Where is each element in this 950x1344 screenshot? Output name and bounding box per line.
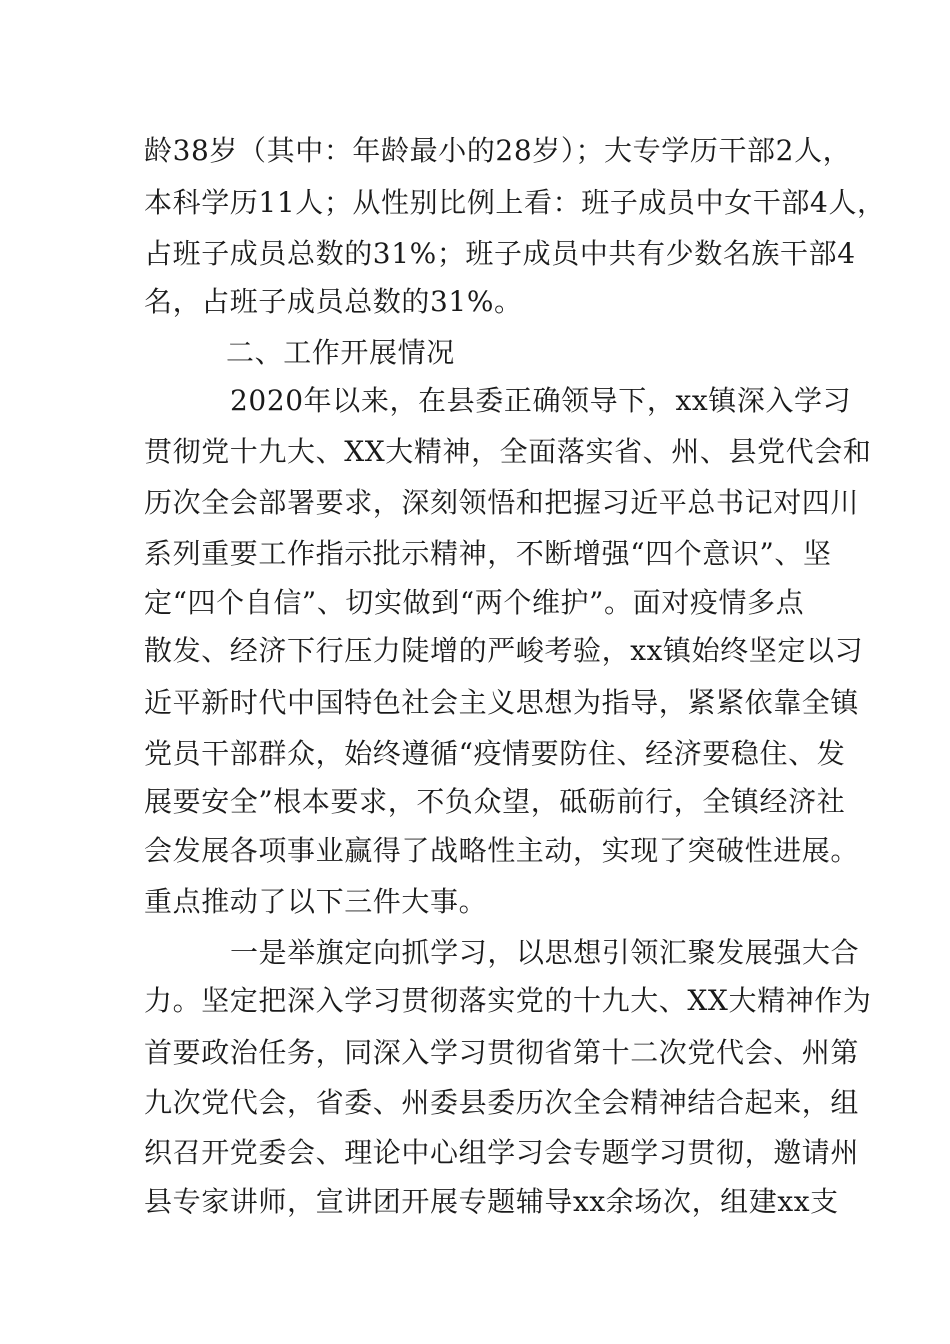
text-line: 一是举旗定向抓学习，以思想引领汇聚发展强大合 <box>230 936 860 969</box>
text-line: 贯彻党十九大、XX大精神，全面落实省、州、县党代会和 <box>144 435 872 468</box>
text-line: 龄38岁（其中：年龄最小的28岁）；大专学历干部2人， <box>144 134 852 167</box>
text-line: 党员干部群众，始终遵循“疫情要防住、经济要稳住、发 <box>144 737 846 770</box>
text-line: 系列重要工作指示批示精神，不断增强“四个意识”、坚 <box>144 537 832 570</box>
text-line: 力。坚定把深入学习贯彻落实党的十九大、XX大精神作为 <box>144 984 872 1017</box>
text-line: 本科学历11人；从性别比例上看：班子成员中女干部4人， <box>144 186 886 219</box>
text-line: 2020年以来，在县委正确领导下，xx镇深入学习 <box>230 384 852 417</box>
text-line: 展要安全”根本要求，不负众望，砥砺前行，全镇经济社 <box>144 785 846 818</box>
text-line: 占班子成员总数的31%；班子成员中共有少数名族干部4 <box>144 237 856 270</box>
text-line: 近平新时代中国特色社会主义思想为指导，紧紧依靠全镇 <box>144 686 860 719</box>
text-line: 定“四个自信”、切实做到“两个维护”。面对疫情多点 <box>144 586 805 619</box>
text-line: 重点推动了以下三件大事。 <box>144 885 488 918</box>
text-line: 首要政治任务，同深入学习贯彻省第十二次党代会、州第 <box>144 1036 860 1069</box>
text-line: 名，占班子成员总数的31%。 <box>144 285 523 318</box>
text-line: 县专家讲师，宣讲团开展专题辅导xx余场次，组建xx支 <box>144 1185 839 1218</box>
section-heading: 二、工作开展情况 <box>226 336 455 369</box>
text-line: 织召开党委会、理论中心组学习会专题学习贯彻，邀请州 <box>144 1136 860 1169</box>
text-line: 历次全会部署要求，深刻领悟和把握习近平总书记对四川 <box>144 486 860 519</box>
text-line: 散发、经济下行压力陡增的严峻考验，xx镇始终坚定以习 <box>144 634 864 667</box>
text-line: 九次党代会，省委、州委县委历次全会精神结合起来，组 <box>144 1086 860 1119</box>
text-line: 会发展各项事业赢得了战略性主动，实现了突破性进展。 <box>144 834 860 867</box>
